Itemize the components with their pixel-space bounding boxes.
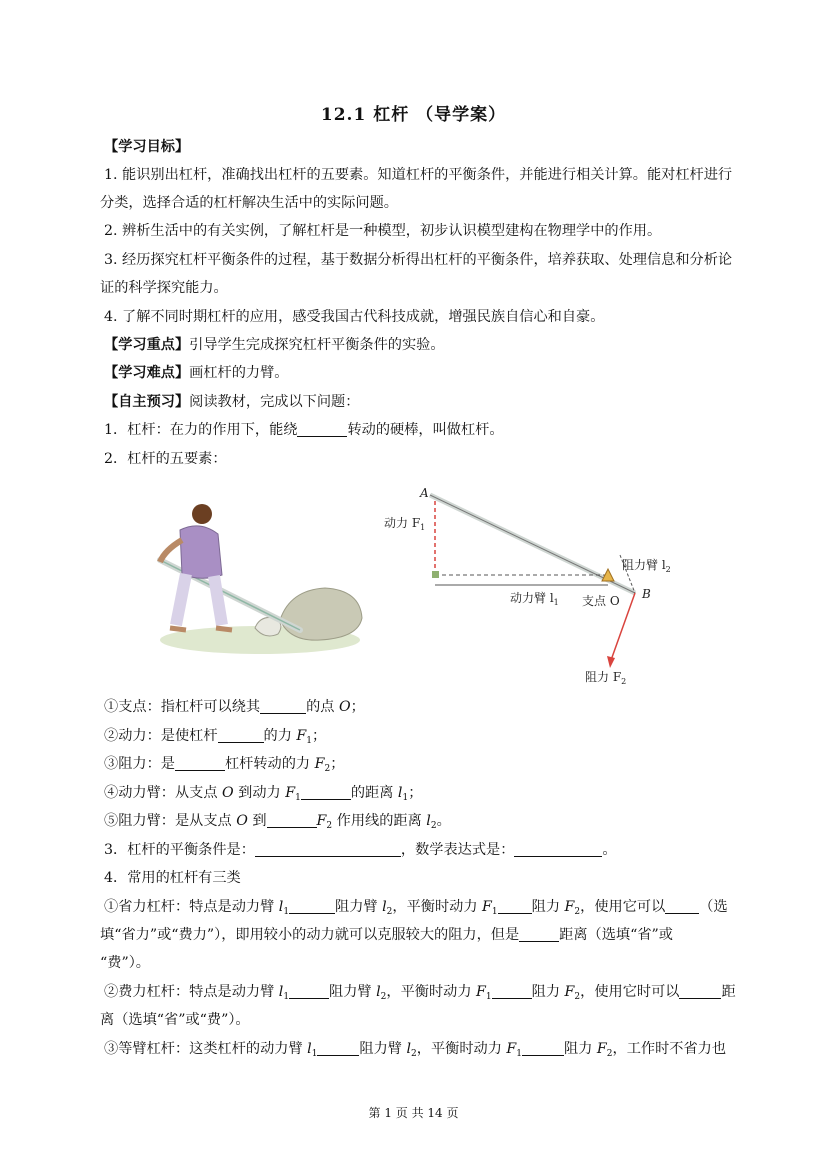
person-head xyxy=(192,504,212,524)
lever2-line2: 离（选填“省”或“费”）。 xyxy=(100,1012,250,1028)
answer-blank[interactable] xyxy=(514,842,602,857)
text: 阻力臂 xyxy=(359,1041,407,1057)
symbol: l xyxy=(278,984,284,1000)
subscript: 2 xyxy=(386,907,393,917)
key-point-text: 引导学生完成探究杠杆平衡条件的实验。 xyxy=(189,337,445,353)
difficulty xyxy=(104,363,764,383)
subscript: 2 xyxy=(574,907,581,917)
arm2-text: 阻力臂 l xyxy=(622,558,666,572)
answer-blank[interactable] xyxy=(260,699,306,714)
text: ，数学表达式是： xyxy=(400,842,515,858)
answer-blank[interactable] xyxy=(301,785,351,800)
force2-arrowhead-icon xyxy=(607,656,615,668)
goal-line: 2. 辨析生活中的有关实例，了解杠杆是一种模型，初步认识模型建构在物理学中的作用。 xyxy=(104,223,662,239)
arm1-sub: 1 xyxy=(553,598,559,607)
text: ，工作时不省力也 xyxy=(612,1041,727,1057)
subscript: 2 xyxy=(411,1049,417,1059)
text: ； xyxy=(350,699,365,715)
subscript: 1 xyxy=(516,1049,523,1059)
goal-line: 分类，选择合适的杠杆解决生活中的实际问题。 xyxy=(100,195,398,211)
arm2-sub: 2 xyxy=(665,565,671,574)
text: 杠杆转动的力 xyxy=(224,756,315,772)
answer-blank[interactable] xyxy=(218,728,264,743)
text: ①支点：指杠杆可以绕其 xyxy=(104,699,261,715)
text: ，平衡时动力 xyxy=(386,984,477,1000)
text: 阻力 xyxy=(531,899,565,915)
force1-sub: 1 xyxy=(420,523,426,532)
force2-text: 阻力 F xyxy=(585,670,622,684)
goal-line: 证的科学探究能力。 xyxy=(100,280,228,296)
text: ③阻力：是 xyxy=(104,756,175,772)
text: 阻力 xyxy=(564,1041,597,1057)
text: ④动力臂：从支点 xyxy=(104,785,223,801)
symbol: l xyxy=(406,1041,412,1057)
text: 填“省力”或“费力”），即用较小的动力就可以克服较大的阻力，但是 xyxy=(100,927,520,943)
symbol: l xyxy=(307,1041,312,1057)
answer-blank[interactable] xyxy=(297,422,347,437)
subscript: 1 xyxy=(402,793,409,803)
text: ，平衡时动力 xyxy=(392,899,483,915)
q1-text-a: 1．杠杆：在力的作用下，能绕 xyxy=(104,422,298,438)
lever3-line1 xyxy=(104,1039,764,1059)
subscript: 1 xyxy=(295,793,301,803)
force1-label xyxy=(384,515,425,532)
key-point xyxy=(104,335,764,355)
subscript: 1 xyxy=(306,736,312,746)
text: 的距离 xyxy=(350,785,398,801)
answer-blank[interactable] xyxy=(492,984,532,999)
force2-label xyxy=(585,669,626,686)
text: ③等臂杠杆：这类杠杆的动力臂 xyxy=(104,1041,308,1057)
text: ⑤阻力臂：是从支点 xyxy=(104,813,237,829)
text: 距 xyxy=(721,984,736,1000)
lever1-line3: “费”）。 xyxy=(100,955,150,971)
subscript: 1 xyxy=(311,1049,318,1059)
symbol: F xyxy=(296,728,307,744)
element-arm2 xyxy=(104,811,764,831)
symbol: F xyxy=(596,1041,607,1057)
symbol: F xyxy=(506,1041,517,1057)
symbol: O xyxy=(222,785,234,801)
subscript: 1 xyxy=(491,907,498,917)
answer-blank[interactable] xyxy=(519,927,559,942)
lever-illustration xyxy=(140,500,370,660)
point-b-label: B xyxy=(642,587,651,601)
arm2-label xyxy=(622,557,671,574)
subscript: 2 xyxy=(430,821,437,831)
text: ②动力：是使杠杆 xyxy=(104,728,218,744)
text: （选 xyxy=(699,899,728,915)
answer-blank[interactable] xyxy=(317,1041,359,1056)
point-a-label: A xyxy=(420,486,429,500)
right-angle-mark xyxy=(432,571,439,578)
goal-line: 1. 能识别出杠杆，准确找出杠杆的五要素。知道杠杆的平衡条件，并能进行相关计算。能对杠杆进行 xyxy=(104,167,733,183)
symbol: O xyxy=(338,699,351,715)
person-arm xyxy=(160,540,182,562)
text: ①省力杠杆：特点是动力臂 xyxy=(104,899,279,915)
text: 阻力 xyxy=(531,984,565,1000)
text: ； xyxy=(408,785,423,801)
subscript: 2 xyxy=(380,992,387,1002)
preview-label: 【自主预习】 xyxy=(104,394,190,410)
symbol: O xyxy=(236,813,248,829)
page-title: 12.1 杠杆 （导学案） xyxy=(320,105,507,125)
answer-blank[interactable] xyxy=(267,813,317,828)
subscript: 2 xyxy=(574,992,581,1002)
symbol: l xyxy=(382,899,387,915)
lever1-line1 xyxy=(104,897,764,917)
text: 的点 xyxy=(306,699,339,715)
goal-line: 3. 经历探究杠杆平衡条件的过程，基于数据分析得出杠杆的平衡条件，培养获取、处理信息和分析论 xyxy=(104,252,733,268)
q1-text-b: 转动的硬棒，叫做杠杆。 xyxy=(347,422,504,438)
answer-blank[interactable] xyxy=(665,899,699,914)
text: 作用线的距离 xyxy=(332,813,427,829)
answer-blank[interactable] xyxy=(289,899,335,914)
force2-sub: 2 xyxy=(621,677,627,686)
answer-blank[interactable] xyxy=(522,1041,564,1056)
lever2-line1 xyxy=(104,982,764,1002)
subscript: 2 xyxy=(606,1049,613,1059)
symbol: F xyxy=(482,899,492,915)
key-point-label: 【学习重点】 xyxy=(104,337,190,353)
question-2: 2．杠杆的五要素： xyxy=(104,451,227,467)
text: ，使用它可以 xyxy=(580,899,666,915)
arm1-text: 动力臂 l xyxy=(510,591,554,605)
text: 。 xyxy=(436,813,451,829)
text: 到动力 xyxy=(233,785,286,801)
answer-blank[interactable] xyxy=(498,899,532,914)
text: ，平衡时动力 xyxy=(416,1041,507,1057)
subscript: 2 xyxy=(324,764,331,774)
text: 距离（选填“省”或 xyxy=(559,927,673,943)
symbol: F xyxy=(564,899,575,915)
answer-blank[interactable] xyxy=(679,984,721,999)
element-force1 xyxy=(104,726,764,746)
text: ； xyxy=(330,756,345,772)
question-1 xyxy=(104,420,764,440)
subscript: 1 xyxy=(283,907,290,917)
goal-line: 4. 了解不同时期杠杆的应用，感受我国古代科技成就，增强民族自信心和自豪。 xyxy=(104,309,605,325)
element-pivot xyxy=(104,697,764,717)
text: 阻力臂 xyxy=(335,899,383,915)
force1-text: 动力 F xyxy=(384,516,421,530)
answer-blank[interactable] xyxy=(175,756,225,771)
person-shirt xyxy=(180,526,222,578)
text: 。 xyxy=(602,842,617,858)
difficulty-label: 【学习难点】 xyxy=(104,365,190,381)
symbol: F xyxy=(314,756,325,772)
symbol: F xyxy=(316,813,327,829)
symbol: l xyxy=(397,785,403,801)
lever-diagram xyxy=(380,485,680,690)
preview xyxy=(104,392,764,412)
rock-icon xyxy=(280,588,362,640)
text: 阻力臂 xyxy=(329,984,377,1000)
text: 到 xyxy=(247,813,267,829)
text: ，使用它时可以 xyxy=(580,984,680,1000)
symbol: l xyxy=(278,899,284,915)
question-4: 4．常用的杠杆有三类 xyxy=(104,870,241,886)
text: ②费力杠杆：特点是动力臂 xyxy=(104,984,279,1000)
element-force2 xyxy=(104,754,764,774)
text: 的力 xyxy=(263,728,297,744)
subscript: 1 xyxy=(283,992,290,1002)
symbol: l xyxy=(376,984,381,1000)
symbol: l xyxy=(426,813,431,829)
symbol: F xyxy=(285,785,296,801)
answer-blank[interactable] xyxy=(289,984,329,999)
page-footer: 第 1 页 共 14 页 xyxy=(368,1106,459,1120)
pivot-label: 支点 O xyxy=(582,594,620,608)
element-arm1 xyxy=(104,783,764,803)
subscript: 2 xyxy=(326,821,333,831)
symbol: F xyxy=(476,984,486,1000)
lever1-line2 xyxy=(100,925,760,945)
difficulty-text: 画杠杆的力臂。 xyxy=(189,365,289,381)
goals-heading: 【学习目标】 xyxy=(104,139,190,155)
text: 3．杠杆的平衡条件是： xyxy=(104,842,255,858)
preview-text: 阅读教材，完成以下问题： xyxy=(189,394,360,410)
text: ； xyxy=(312,728,327,744)
question-3 xyxy=(104,840,764,860)
symbol: F xyxy=(564,984,575,1000)
arm1-label xyxy=(510,590,559,607)
answer-blank[interactable] xyxy=(255,842,401,857)
subscript: 1 xyxy=(485,992,492,1002)
